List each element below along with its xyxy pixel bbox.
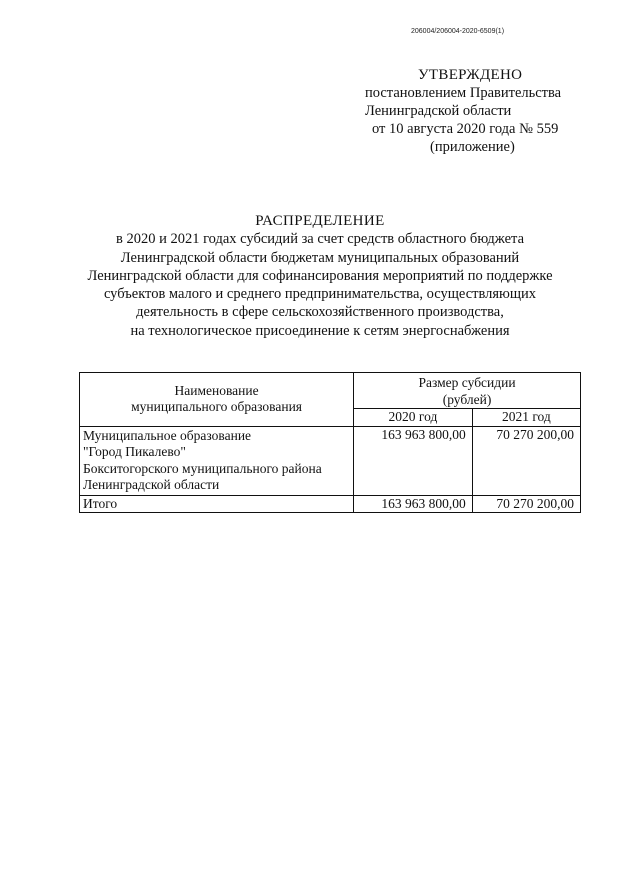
header-size-line-1: Размер субсидии bbox=[418, 375, 516, 390]
table-total-row bbox=[80, 495, 581, 513]
row-name-line-2: "Город Пикалево" bbox=[83, 444, 186, 459]
header-name-line-2: муниципального образования bbox=[131, 399, 303, 415]
header-size-line-2: (рублей) bbox=[442, 391, 492, 407]
heading-line-2: Ленинградской области бюджетам муниципальных образований bbox=[120, 249, 520, 266]
approval-line-4: (приложение) bbox=[430, 139, 515, 155]
row-name-line-4: Ленинградской области bbox=[83, 477, 220, 492]
total-label: Итого bbox=[80, 495, 354, 513]
header-size-cell bbox=[354, 373, 581, 409]
row-name-line-1: Муниципальное образование bbox=[83, 427, 252, 443]
header-name-cell bbox=[80, 373, 354, 427]
document-heading bbox=[60, 212, 580, 340]
document-id: 206004/206004-2020-6509(1) bbox=[411, 28, 505, 35]
approval-block bbox=[360, 66, 600, 156]
heading-line-1: в 2020 и 2021 годах субсидий за счет средств областного бюджета bbox=[115, 231, 525, 248]
table-header-row bbox=[80, 373, 581, 409]
table-row bbox=[80, 426, 581, 495]
approval-title: УТВЕРЖДЕНО bbox=[418, 67, 523, 83]
heading-title: РАСПРЕДЕЛЕНИЕ bbox=[255, 213, 385, 229]
approval-line-2: Ленинградской области bbox=[365, 103, 512, 119]
distribution-table bbox=[79, 372, 581, 513]
row-name-line-3: Бокситогорского муниципального района bbox=[83, 460, 322, 476]
approval-line-3: от 10 августа 2020 года № 559 bbox=[372, 121, 559, 137]
row-value-2020: 163 963 800,00 bbox=[354, 426, 473, 495]
header-year-2021: 2021 год bbox=[472, 409, 580, 427]
total-value-2021: 70 270 200,00 bbox=[472, 495, 580, 513]
row-value-2021: 70 270 200,00 bbox=[472, 426, 580, 495]
header-year-2020: 2020 год bbox=[354, 409, 473, 427]
total-value-2020: 163 963 800,00 bbox=[354, 495, 473, 513]
header-name-line-1: Наименование bbox=[174, 382, 259, 398]
heading-line-6: на технологическое присоединение к сетям энергоснабжения bbox=[130, 322, 510, 339]
heading-line-4: субъектов малого и среднего предпринимательства, осуществляющих bbox=[103, 286, 537, 303]
approval-line-1: постановлением Правительства bbox=[365, 85, 562, 101]
heading-line-5: деятельность в сфере сельскохозяйственного производства, bbox=[136, 304, 504, 321]
row-municipality-name bbox=[80, 426, 354, 495]
heading-line-3: Ленинградской области для софинансирования мероприятий по поддержке bbox=[87, 267, 553, 284]
